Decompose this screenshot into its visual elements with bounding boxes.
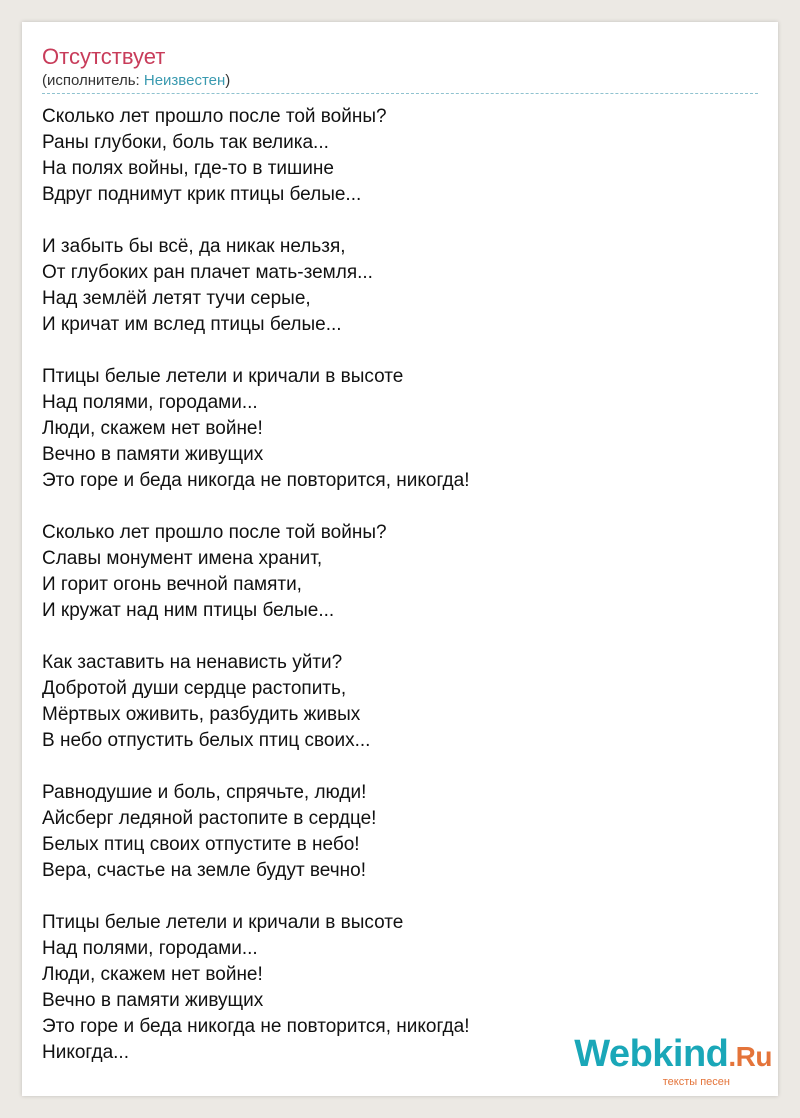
lyrics-line: Айсберг ледяной растопите в сердце! [42, 808, 377, 829]
lyrics-line: Вечно в памяти живущих [42, 444, 264, 465]
logo-tagline: тексты песен [662, 1076, 730, 1088]
lyrics-line: И забыть бы всё, да никак нельзя, [42, 236, 346, 257]
lyrics-line: Славы монумент имена хранит, [42, 548, 323, 569]
lyrics-stanza [42, 234, 469, 338]
lyrics-line: На полях войны, где-то в тишине [42, 158, 334, 179]
lyrics-text [42, 104, 469, 1066]
lyrics-line: Вечно в памяти живущих [42, 990, 264, 1011]
lyrics-line: Над полями, городами... [42, 938, 258, 959]
lyrics-stanza [42, 364, 469, 494]
song-title: Отсутствует [42, 44, 166, 69]
logo-brand: Webkind [574, 1033, 729, 1075]
lyrics-line: Это горе и беда никогда не повторится, никогда! [42, 1016, 470, 1037]
lyrics-line: Как заставить на ненависть уйти? [42, 652, 343, 673]
lyrics-stanza [42, 780, 469, 884]
lyrics-line: Люди, скажем нет войне! [42, 964, 263, 985]
lyrics-stanza [42, 520, 469, 624]
performer-name-link[interactable]: Неизвестен [143, 72, 226, 89]
logo-tld: .Ru [728, 1041, 772, 1072]
lyrics-line: Вера, счастье на земле будут вечно! [42, 860, 366, 881]
lyrics-line: Сколько лет прошло после той войны? [42, 106, 387, 127]
site-logo [574, 1035, 772, 1088]
lyrics-line: Вдруг поднимут крик птицы белые... [42, 184, 362, 205]
lyrics-line: Добротой души сердце растопить, [42, 678, 347, 699]
lyrics-line: Люди, скажем нет войне! [42, 418, 263, 439]
performer-suffix: ) [225, 72, 231, 89]
lyrics-stanza [42, 650, 469, 754]
lyrics-line: Мёртвых оживить, разбудить живых [42, 704, 361, 725]
lyrics-line: И кричат им вслед птицы белые... [42, 314, 342, 335]
lyrics-stanza [42, 104, 469, 208]
lyrics-line: В небо отпустить белых птиц своих... [42, 730, 371, 751]
lyrics-line: Сколько лет прошло после той войны? [42, 522, 387, 543]
lyrics-line: Над полями, городами... [42, 392, 258, 413]
lyrics-sheet [22, 22, 778, 1096]
lyrics-line: Это горе и беда никогда не повторится, никогда! [42, 470, 470, 491]
lyrics-line: От глубоких ран плачет мать-земля... [42, 262, 373, 283]
performer-line [42, 72, 230, 90]
lyrics-line: Никогда... [42, 1042, 129, 1063]
lyrics-line: Птицы белые летели и кричали в высоте [42, 912, 404, 933]
header-divider [42, 93, 758, 94]
performer-prefix: (исполнитель: [42, 72, 144, 89]
lyrics-line: И горит огонь вечной памяти, [42, 574, 302, 595]
lyrics-line: Раны глубоки, боль так велика... [42, 132, 329, 153]
lyrics-stanza [42, 910, 469, 1066]
lyrics-line: И кружат над ним птицы белые... [42, 600, 335, 621]
lyrics-line: Над землёй летят тучи серые, [42, 288, 311, 309]
lyrics-line: Равнодушие и боль, спрячьте, люди! [42, 782, 367, 803]
lyrics-line: Птицы белые летели и кричали в высоте [42, 366, 404, 387]
lyrics-line: Белых птиц своих отпустите в небо! [42, 834, 360, 855]
